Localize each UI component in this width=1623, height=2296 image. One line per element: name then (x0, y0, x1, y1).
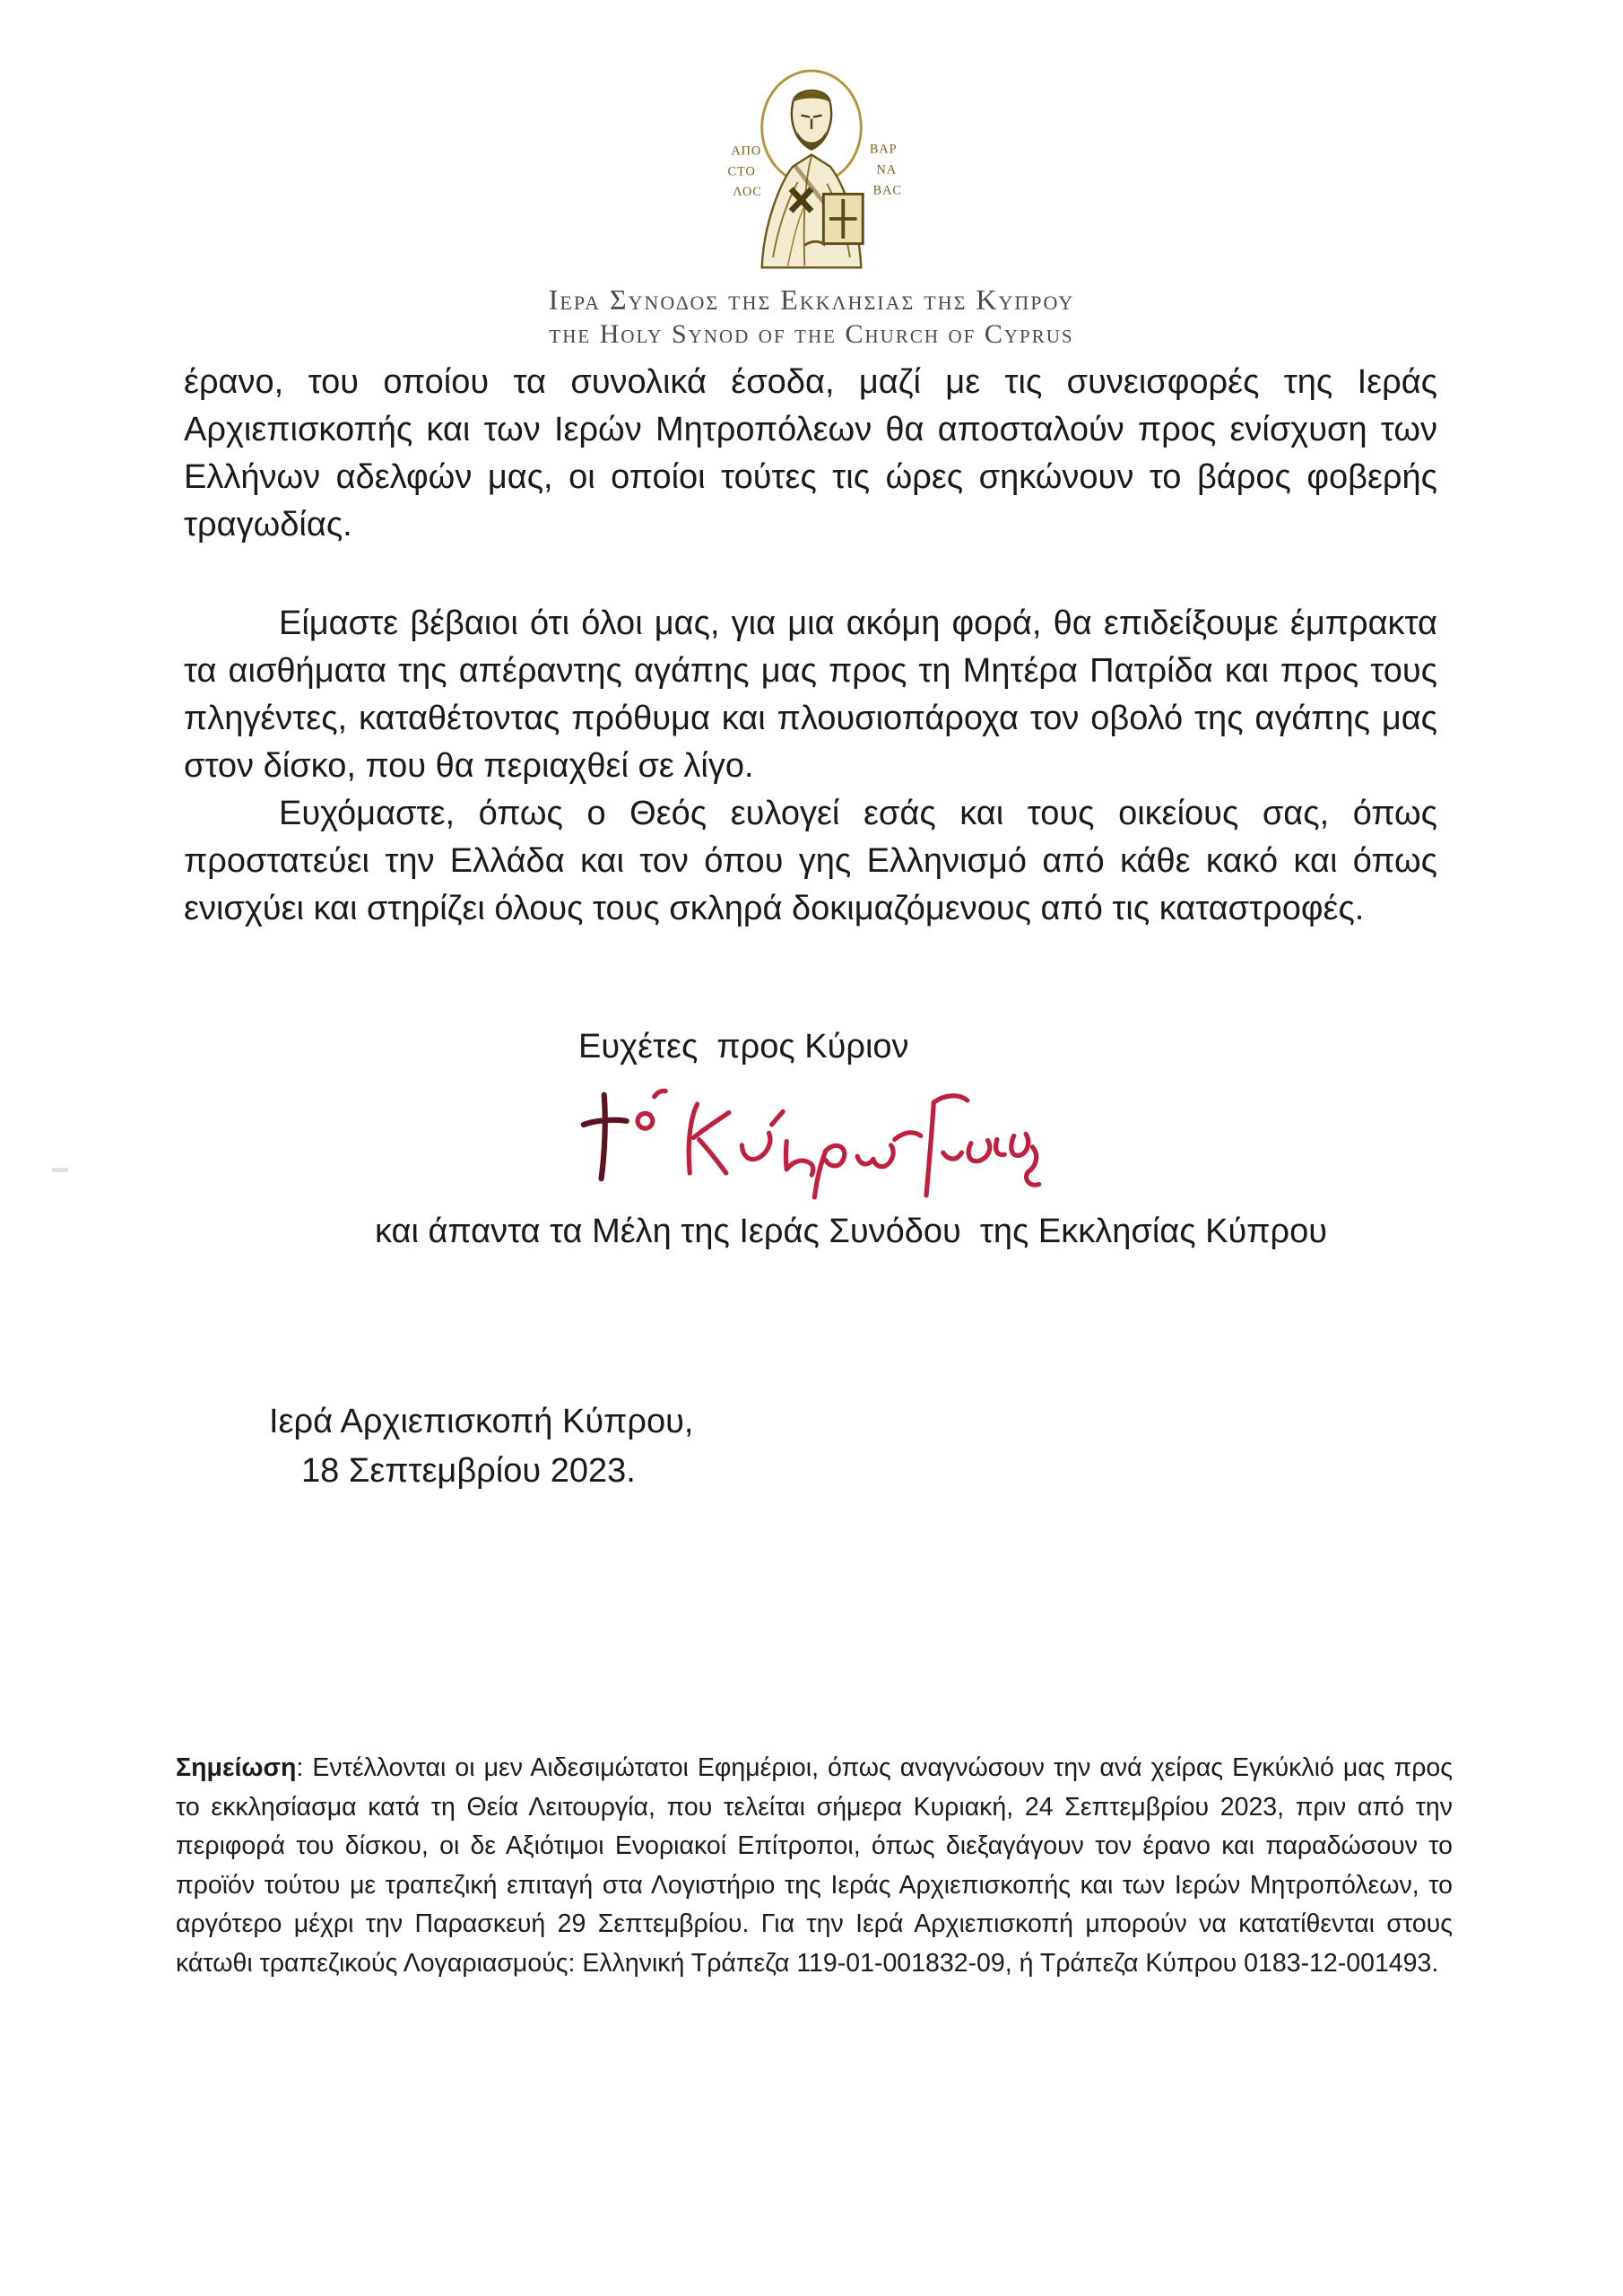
svg-text:ΝΑ: ΝΑ (876, 162, 898, 178)
paragraph-1: έρανο, του οποίου τα συνολικά έσοδα, μαζί με τις συνεισφορές της Ιεράς Αρχιεπισκοπής και των Ιερών Μητροπόλεων θα αποσταλούν προς ενίσχυση των Ελλήνων αδελφών μας, οι οποίοι τούτες τις ώρες σηκώνουν το βάρος φοβερής τραγωδίας. (184, 363, 1437, 544)
paragraph-3: Ευχόμαστε, όπως ο Θεός ευλογεί εσάς και τους οικείους σας, όπως προστατεύει την Ελλάδα και τον όπου γης Ελληνισμό από κάθε κακό και όπως ενισχύει και στηρίζει όλους τους σκληρά δοκιμαζόμενους από τις καταστροφές. (184, 795, 1437, 927)
place-line: Ιερά Αρχιεπισκοπή Κύπρου, (269, 1403, 694, 1440)
emblem-inscription-left: ΑΠΟ (731, 144, 762, 159)
footnote (176, 1749, 1453, 1983)
org-name-greek: Ιερα Συνοδος της Εκκλησιας της Κυπρου (548, 283, 1075, 316)
svg-text:ΛΟϹ: ΛΟϹ (733, 185, 762, 200)
svg-text:ϹΤΟ: ϹΤΟ (727, 164, 756, 179)
saint-barnabas-emblem-icon (706, 52, 917, 274)
org-name-english: the Holy Synod of the Church of Cyprus (549, 319, 1074, 349)
letter-body (184, 359, 1437, 933)
closing-salutation: Ευχέτες προς Κύριον (578, 1028, 909, 1065)
date-line: 18 Σεπτεμβρίου 2023. (301, 1452, 636, 1490)
archbishop-signature (563, 1080, 1047, 1220)
place-date-block (269, 1397, 693, 1496)
synod-members-line: και άπαντα τα Μέλη της Ιεράς Συνόδου της Εκκλησίας Κύπρου (374, 1213, 1328, 1250)
scan-artifact-dash (52, 1168, 68, 1172)
footnote-text: : Εντέλλονται οι μεν Αιδεσιμώτατοι Εφημέριοι, όπως αναγνώσουν την ανά χείρας Εγκύκλιό μας προς το εκκλησίασμα κατά τη Θεία Λειτουργία, που τελείται σήμερα Κυριακή, 24 Σεπτεμβρίου 2023, πριν από την περιφορά του δίσκου, οι δε Αξιότιμοι Ενοριακοί Επίτροποι, όπως διεξαγάγουν τον έρανο και παραδώσουν το προϊόν τούτου με τραπεζική επιταγή στα Λογιστήριο της Ιεράς Αρχιεπισκοπής και των Ιερών Μητροπόλεων, το αργότερο μέχρι την Παρασκευή 29 Σεπτεμβρίου. Για την Ιερά Αρχιεπισκοπή μπορούν να κατατίθενται στους κάτωθι τραπεζικούς Λογαριασμούς: Ελληνική Τράπεζα 119-01-001832-09, ή Τράπεζα Κύπρου 0183-12-001493. (176, 1753, 1453, 1978)
footnote-label: Σημείωση (176, 1753, 297, 1782)
svg-text:ΒΑϹ: ΒΑϹ (872, 183, 902, 198)
paragraph-2: Είμαστε βέβαιοι ότι όλοι μας, για μια ακόμη φορά, θα επιδείξουμε έμπρακτα τα αισθήματα της απέραντης αγάπης μας προς τη Μητέρα Πατρίδα και προς τους πληγέντες, καταθέτοντας πρόθυμα και πλουσιοπάροχα τον οβολό της αγάπης μας στον δίσκο, που θα περιαχθεί σε λίγο. (184, 604, 1437, 785)
emblem-inscription-right: ΒΑΡ (869, 142, 898, 157)
